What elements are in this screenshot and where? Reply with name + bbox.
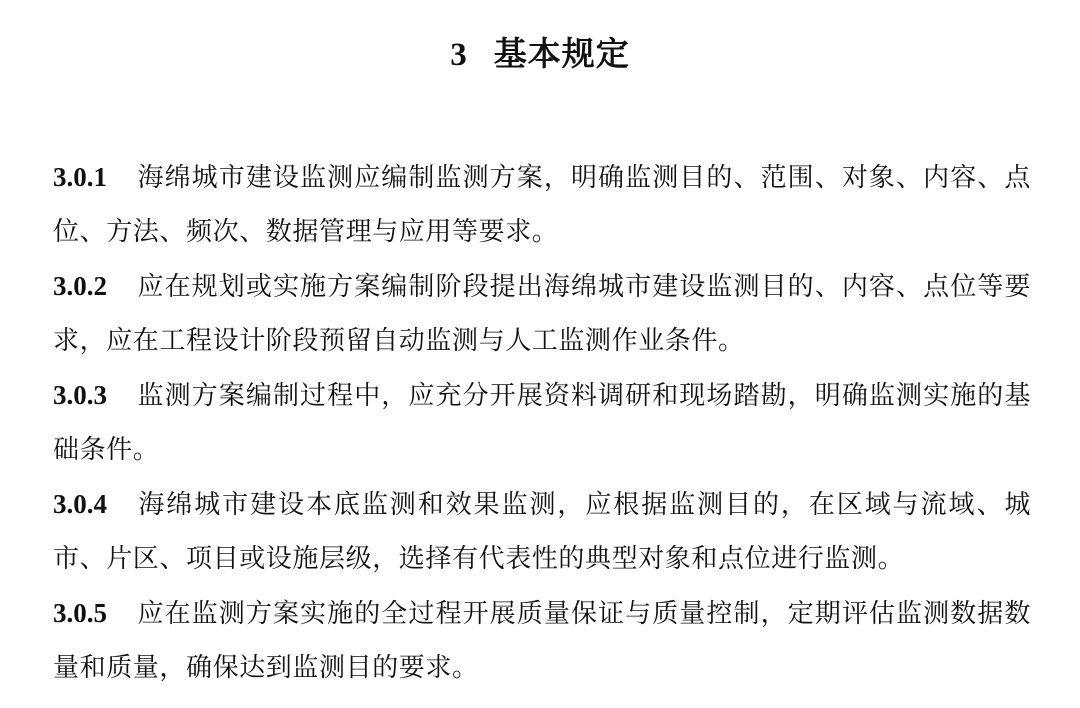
clause-number: 3.0.4: [53, 489, 107, 519]
clause-number: 3.0.5: [53, 598, 107, 628]
clause-text: 海绵城市建设本底监测和效果监测，应根据监测目的，在区域与流域、城市、片区、项目或设施层级，选择有代表性的典型对象和点位进行监测。: [53, 490, 1031, 574]
chapter-title: 基本规定: [493, 34, 630, 74]
chapter-heading: [0, 28, 1080, 81]
clause-text: 监测方案编制过程中，应充分开展资料调研和现场踏勘，明确监测实施的基础条件。: [53, 381, 1031, 465]
clause-number: 3.0.3: [53, 380, 107, 410]
clause-text: 海绵城市建设监测应编制监测方案，明确监测目的、范围、对象、内容、点位、方法、频次、数据管理与应用等要求。: [53, 163, 1031, 247]
clause-number: 3.0.1: [53, 162, 107, 192]
clause-number: 3.0.2: [53, 271, 107, 301]
clause-3-0-5: [53, 586, 1031, 695]
clause-3-0-2: [53, 259, 1031, 368]
clause-3-0-1: [53, 150, 1031, 259]
clause-list: [53, 150, 1031, 695]
clause-3-0-4: [53, 477, 1031, 586]
clause-3-0-3: [53, 368, 1031, 477]
clause-text: 应在监测方案实施的全过程开展质量保证与质量控制，定期评估监测数据数量和质量，确保达到监测目的要求。: [53, 599, 1031, 683]
chapter-number: 3: [450, 37, 468, 74]
clause-text: 应在规划或实施方案编制阶段提出海绵城市建设监测目的、内容、点位等要求，应在工程设计阶段预留自动监测与人工监测作业条件。: [53, 272, 1031, 356]
